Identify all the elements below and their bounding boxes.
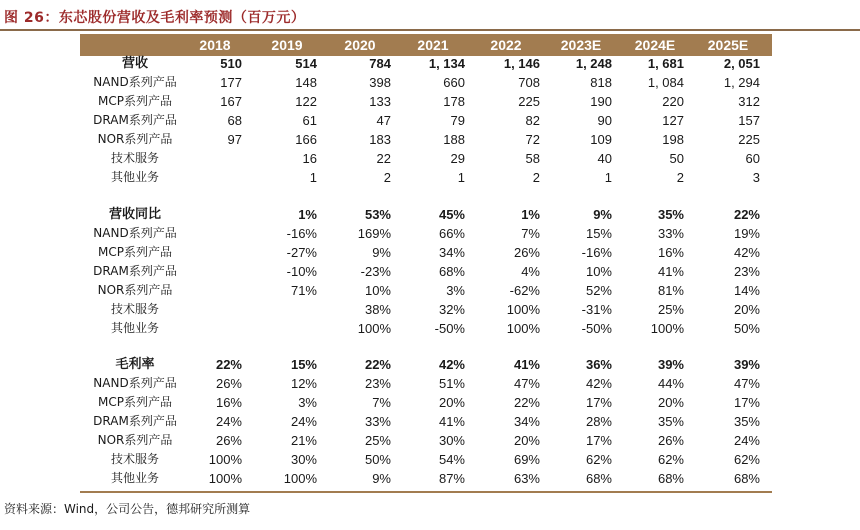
table-row (0, 262, 860, 281)
table-cell: 33% (657, 226, 684, 241)
row-label: NAND系列产品 (93, 226, 177, 240)
table-cell: 71% (290, 283, 317, 298)
table-cell: 514 (295, 56, 317, 71)
table-row (0, 393, 860, 412)
table-cell: 190 (590, 94, 612, 109)
table-cell: 3 (752, 170, 760, 185)
table-cell: 198 (662, 132, 684, 147)
table-cell: 7% (521, 226, 540, 241)
table-row (0, 431, 860, 450)
table-cell: 50% (733, 321, 760, 336)
table-cell: 23% (364, 376, 391, 391)
table-cell: 81% (657, 283, 684, 298)
table-cell: 1% (298, 207, 317, 222)
year-header-2022: 2022 (490, 37, 522, 53)
table-row (0, 92, 860, 111)
table-cell: 68% (585, 471, 612, 486)
table-cell: 100% (650, 321, 684, 336)
table-cell: 16% (657, 245, 684, 260)
table-cell: 3% (446, 283, 465, 298)
table-cell: 818 (590, 75, 612, 90)
year-header-2019: 2019 (271, 37, 303, 53)
table-cell: 1, 681 (647, 56, 684, 71)
table-cell: 166 (295, 132, 317, 147)
table-cell: 38% (364, 302, 391, 317)
table-cell: 2 (676, 170, 684, 185)
table-cell: 45% (438, 207, 465, 222)
table-cell: 47% (733, 376, 760, 391)
title-divider (0, 29, 860, 31)
year-header-2023e: 2023E (560, 37, 602, 53)
table-cell: 47% (513, 376, 540, 391)
table-row (0, 319, 860, 338)
table-cell: 39% (733, 357, 760, 372)
table-cell: 90 (597, 113, 612, 128)
table-cell: 50 (669, 151, 684, 166)
table-cell: 14% (733, 283, 760, 298)
row-label: NOR系列产品 (97, 283, 173, 297)
table-cell: 9% (372, 245, 391, 260)
row-label: NAND系列产品 (93, 376, 177, 390)
table-cell: 127 (662, 113, 684, 128)
table-cell: 100% (208, 452, 242, 467)
table-cell: 42% (438, 357, 465, 372)
year-header-2018: 2018 (199, 37, 231, 53)
table-cell: 28% (585, 414, 612, 429)
table-cell: 35% (657, 207, 684, 222)
table-cell: 62% (733, 452, 760, 467)
table-row (0, 130, 860, 149)
table-row (0, 205, 860, 224)
table-cell: 33% (364, 414, 391, 429)
table-cell: 44% (657, 376, 684, 391)
table-cell: 169% (357, 226, 391, 241)
row-label: 营收 (121, 56, 148, 71)
table-cell: -31% (581, 302, 612, 317)
table-cell: 2 (383, 170, 391, 185)
table-cell: 39% (657, 357, 684, 372)
table-row (0, 300, 860, 319)
table-cell: 3% (298, 395, 317, 410)
table-cell: 167 (220, 94, 242, 109)
table-cell: 23% (733, 264, 760, 279)
table-row (0, 54, 860, 73)
table-cell: 50% (364, 452, 391, 467)
row-label: 技术服务 (110, 302, 159, 316)
table-cell: 9% (372, 471, 391, 486)
table-cell: 1, 084 (647, 75, 684, 90)
table-cell: 1 (457, 170, 465, 185)
table-cell: 20% (733, 302, 760, 317)
row-label: 毛利率 (115, 357, 155, 372)
table-cell: 30% (438, 433, 465, 448)
table-cell: 10% (585, 264, 612, 279)
table-cell: 24% (215, 414, 242, 429)
table-cell: -16% (581, 245, 612, 260)
table-cell: 4% (521, 264, 540, 279)
table-cell: 312 (738, 94, 760, 109)
table-cell: 2, 051 (723, 56, 760, 71)
table-cell: 32% (438, 302, 465, 317)
row-label: DRAM系列产品 (93, 414, 177, 428)
table-cell: 16% (215, 395, 242, 410)
row-label: 营收同比 (108, 207, 161, 222)
figure-title: 图 26：东芯股份营收及毛利率预测（百万元） (4, 10, 306, 26)
table-cell: 25% (657, 302, 684, 317)
table-cell: 1, 248 (575, 56, 612, 71)
table-cell: 22% (513, 395, 540, 410)
table-row (0, 149, 860, 168)
table-cell: 1, 134 (428, 56, 465, 71)
table-cell: 15% (585, 226, 612, 241)
table-cell: 20% (438, 395, 465, 410)
table-cell: 60 (745, 151, 760, 166)
table-cell: 100% (506, 302, 540, 317)
table-cell: 1 (309, 170, 317, 185)
table-cell: 225 (738, 132, 760, 147)
table-cell: 26% (215, 376, 242, 391)
table-cell: 72 (525, 132, 540, 147)
table-cell: 220 (662, 94, 684, 109)
table-cell: 34% (438, 245, 465, 260)
table-cell: 708 (518, 75, 540, 90)
table-cell: 100% (208, 471, 242, 486)
table-cell: 109 (590, 132, 612, 147)
table-cell: 16 (302, 151, 317, 166)
table-row (0, 281, 860, 300)
table-cell: 177 (220, 75, 242, 90)
year-header-2024e: 2024E (634, 37, 676, 53)
table-cell: 79 (450, 113, 465, 128)
table-cell: 68 (227, 113, 242, 128)
table-cell: 10% (364, 283, 391, 298)
table-cell: 41% (657, 264, 684, 279)
table-row (0, 243, 860, 262)
table-cell: 87% (438, 471, 465, 486)
table-cell: 122 (295, 94, 317, 109)
table-cell: 52% (585, 283, 612, 298)
table-cell: 1, 294 (723, 75, 760, 90)
table-cell: 42% (733, 245, 760, 260)
table-bottom-divider (80, 491, 772, 493)
table-cell: 7% (372, 395, 391, 410)
table-cell: -62% (509, 283, 540, 298)
table-cell: 1 (604, 170, 612, 185)
table-cell: 22% (364, 357, 391, 372)
row-label: 技术服务 (110, 452, 159, 466)
table-cell: 82 (525, 113, 540, 128)
row-label: 其他业务 (110, 321, 159, 335)
row-label: 技术服务 (110, 151, 159, 165)
table-cell: 9% (593, 207, 612, 222)
table-cell: 20% (513, 433, 540, 448)
row-label: DRAM系列产品 (93, 264, 177, 278)
table-cell: 660 (443, 75, 465, 90)
table-cell: -50% (581, 321, 612, 336)
table-row (0, 355, 860, 374)
table-cell: 26% (657, 433, 684, 448)
table-cell: 22% (215, 357, 242, 372)
table-cell: 17% (585, 433, 612, 448)
table-cell: 40 (597, 151, 612, 166)
table-cell: 12% (290, 376, 317, 391)
row-label: MCP系列产品 (98, 245, 172, 259)
table-cell: 188 (443, 132, 465, 147)
table-cell: 35% (733, 414, 760, 429)
table-row (0, 412, 860, 431)
row-label: DRAM系列产品 (93, 113, 177, 127)
table-cell: 29 (450, 151, 465, 166)
table-cell: 30% (290, 452, 317, 467)
table-cell: 41% (438, 414, 465, 429)
table-cell: 178 (443, 94, 465, 109)
table-cell: 26% (513, 245, 540, 260)
table-cell: 53% (364, 207, 391, 222)
row-label: MCP系列产品 (98, 94, 172, 108)
table-cell: 97 (227, 132, 242, 147)
table-cell: 15% (290, 357, 317, 372)
row-label: NOR系列产品 (97, 132, 173, 146)
table-cell: 22% (733, 207, 760, 222)
table-cell: 68% (733, 471, 760, 486)
table-cell: 61 (302, 113, 317, 128)
table-cell: 1, 146 (503, 56, 540, 71)
table-cell: 100% (283, 471, 317, 486)
table-cell: -10% (286, 264, 317, 279)
row-label: MCP系列产品 (98, 395, 172, 409)
table-cell: 62% (585, 452, 612, 467)
table-cell: -23% (360, 264, 391, 279)
row-label: NAND系列产品 (93, 75, 177, 89)
table-cell: 183 (369, 132, 391, 147)
table-cell: 21% (290, 433, 317, 448)
table-cell: 36% (585, 357, 612, 372)
year-header-2025e: 2025E (707, 37, 749, 53)
table-cell: 69% (513, 452, 540, 467)
table-cell: 1% (521, 207, 540, 222)
table-cell: 19% (733, 226, 760, 241)
table-cell: 17% (585, 395, 612, 410)
table-row (0, 111, 860, 130)
table-cell: 398 (369, 75, 391, 90)
table-cell: 225 (518, 94, 540, 109)
table-cell: 34% (513, 414, 540, 429)
table-row (0, 224, 860, 243)
table-cell: -50% (434, 321, 465, 336)
row-label: 其他业务 (110, 471, 159, 485)
table-row (0, 73, 860, 92)
year-header-2021: 2021 (417, 37, 449, 53)
table-cell: 54% (438, 452, 465, 467)
table-cell: 47 (376, 113, 391, 128)
table-cell: 784 (369, 56, 391, 71)
table-cell: 100% (357, 321, 391, 336)
table-cell: 25% (364, 433, 391, 448)
table-cell: 66% (438, 226, 465, 241)
table-row (0, 374, 860, 393)
table-cell: 24% (290, 414, 317, 429)
year-header-2020: 2020 (344, 37, 376, 53)
row-label: NOR系列产品 (97, 433, 173, 447)
table-row (0, 450, 860, 469)
table-cell: 2 (532, 170, 540, 185)
table-cell: 157 (738, 113, 760, 128)
table-cell: 17% (733, 395, 760, 410)
table-cell: 63% (513, 471, 540, 486)
table-cell: 62% (657, 452, 684, 467)
table-cell: 24% (733, 433, 760, 448)
table-cell: 100% (506, 321, 540, 336)
table-cell: 68% (657, 471, 684, 486)
table-cell: 26% (215, 433, 242, 448)
table-cell: 133 (369, 94, 391, 109)
table-cell: -27% (286, 245, 317, 260)
table-cell: 58 (525, 151, 540, 166)
table-cell: 148 (295, 75, 317, 90)
table-cell: 41% (513, 357, 540, 372)
table-cell: 35% (657, 414, 684, 429)
table-cell: 22 (376, 151, 391, 166)
source-note: 资料来源：Wind，公司公告，德邦研究所测算 (4, 502, 251, 516)
table-cell: 510 (220, 56, 242, 71)
table-row (0, 168, 860, 187)
table-cell: 42% (585, 376, 612, 391)
table-row (0, 469, 860, 488)
table-cell: -16% (286, 226, 317, 241)
row-label: 其他业务 (110, 170, 159, 184)
table-cell: 68% (438, 264, 465, 279)
table-cell: 20% (657, 395, 684, 410)
table-cell: 51% (438, 376, 465, 391)
